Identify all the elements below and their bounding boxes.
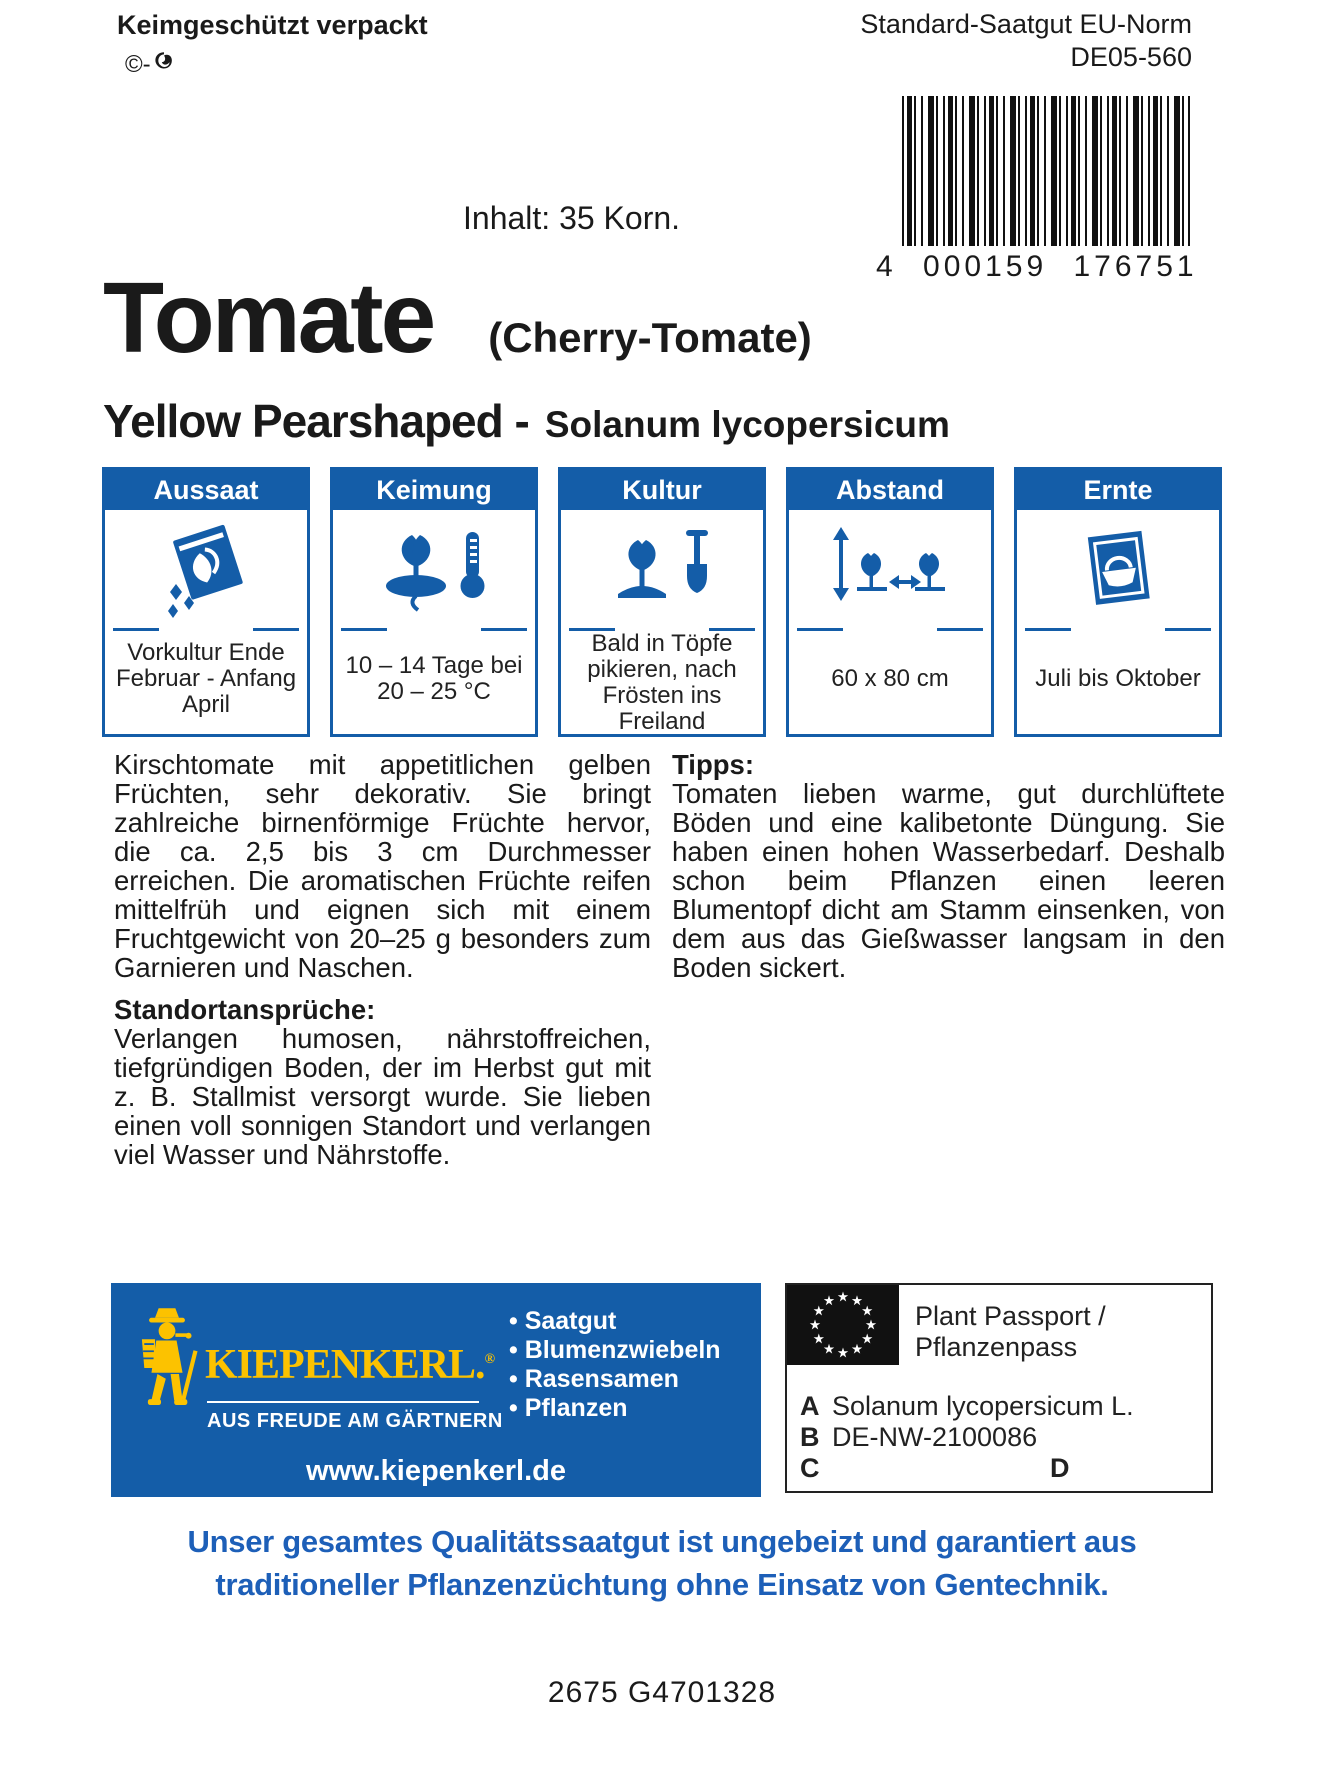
passport-key-d: D [1050,1453,1070,1483]
info-box-keimung [330,467,538,737]
variety-line [103,394,950,448]
germ-protection-mark [125,50,175,79]
harvest-calendar-basket-icon [1054,516,1182,628]
culture-info-boxes [102,467,1222,737]
info-box-text: 60 x 80 cm [831,664,949,692]
brand-product-item: • Pflanzen [509,1394,721,1423]
passport-rows [800,1391,1196,1484]
passport-title-line1: Plant Passport / [915,1301,1106,1331]
eu-norm-header [860,8,1192,74]
info-box-header: Keimung [333,470,535,510]
variety-name: Yellow Pearshaped - [103,395,529,447]
passport-row-b [800,1422,1196,1453]
info-box-text: Bald in Töpfe pikieren, nach Frösten ins Freiland [587,630,737,735]
registered-mark: ® [484,1352,495,1367]
passport-row-cd [800,1453,1196,1484]
plant-passport-box [785,1283,1213,1493]
brand-product-item: • Blumenzwiebeln [509,1336,721,1365]
tips-text: Tomaten lieben warme, gut durchlüftete Böden und eine kalibetonte Düngung. Sie haben einen hohen Wasserbedarf. Deshalb schon beim Pflanzen einen leeren Blumentopf dicht am Stamm einsenken, von dem aus das Gießwasser langsam in den Boden sickert. [672,778,1225,983]
barcode-bars [902,96,1190,246]
brand-product-list [509,1307,721,1423]
brand-website: www.kiepenkerl.de [305,1455,567,1487]
quality-slogan [0,1520,1324,1606]
slogan-line1: Unser gesamtes Qualitätssaatgut ist ungebeizt und garantiert aus [187,1524,1137,1559]
brand-wordmark: KIEPENKERL.® [205,1342,495,1388]
batch-code: 2675 G4701328 [547,1676,777,1709]
description-column-right [672,750,1225,982]
slogan-line2: traditioneller Pflanzenzüchtung ohne Einsatz von Gentechnik. [215,1567,1109,1602]
seed-packet-sowing-icon [142,516,270,628]
passport-value-a: Solanum lycopersicum L. [832,1391,1134,1421]
info-box-ernte [1014,467,1222,737]
brand-product-item: • Rasensamen [509,1365,721,1394]
location-text: Verlangen humosen, nährstoffreichen, tiefgründigen Boden, der im Herbst gut mit z. B. Stallmist versorgt wurde. Sie lieben einen voll sonnigen Standort und verlangen viel Wasser und Nährstoffe. [114,1023,651,1170]
info-box-text: Vorkultur Ende Februar - Anfang April [115,638,297,718]
passport-title-line2: Pflanzenpass [915,1332,1078,1362]
info-box-kultur [558,467,766,737]
passport-row-a [800,1391,1196,1422]
brand-rule [207,1401,479,1403]
info-box-text: 10 – 14 Tage bei 20 – 25 °C [345,651,523,705]
eu-flag-icon [787,1285,899,1365]
product-title [103,262,812,374]
brand-tagline: AUS FREUDE AM GÄRTNERN [207,1410,503,1432]
germ-protected-note: Keimgeschützt verpackt [117,10,428,40]
description-column-left [114,750,651,1169]
barcode-number: 4 000159 176751 [876,250,1198,283]
description-intro: Kirschtomate mit appetitlichen gelben Früchten, sehr dekorativ. Sie bringt zahlreiche birnenförmige Früchte hervor, die ca. 2,5 bis 3 cm Durchmesser erreichen. Die aromatischen Früchte reifen mittelfrüh und eignen sich mit einem Fruchtgewicht von 20–25 g besonders zum Garnieren und Naschen. [114,749,651,983]
seedling-spade-icon [598,516,726,628]
swirl-icon [153,50,175,79]
info-box-text: Juli bis Oktober [1035,664,1201,692]
eu-norm-line2: DE05-560 [1070,42,1192,72]
sprout-thermometer-icon [370,516,498,628]
eu-norm-line1: Standard-Saatgut EU-Norm [860,9,1192,39]
kiepenkerl-brand-box [111,1283,761,1497]
kiepenkerl-mascot-icon [131,1307,203,1417]
copyright-dash-text: ©- [125,50,151,78]
info-box-header: Aussaat [105,470,307,510]
info-box-header: Abstand [789,470,991,510]
info-box-header: Kultur [561,470,763,510]
plant-spacing-arrows-icon [826,516,954,628]
passport-key-c: C [800,1453,820,1483]
passport-key-b: B [800,1422,820,1452]
passport-key-a: A [800,1391,820,1421]
info-box-abstand [786,467,994,737]
location-heading: Standortansprüche: [114,994,376,1025]
passport-title [915,1301,1106,1363]
passport-value-b: DE-NW-2100086 [832,1422,1038,1452]
title-type: (Cherry-Tomate) [488,314,812,361]
content-amount: Inhalt: 35 Korn. [463,200,681,236]
barcode [876,96,1198,284]
brand-product-item: • Saatgut [509,1307,721,1336]
title-main: Tomate [103,262,434,374]
info-box-aussaat [102,467,310,737]
info-box-header: Ernte [1017,470,1219,510]
tips-heading: Tipps: [672,749,754,780]
botanical-name: Solanum lycopersicum [544,404,950,445]
